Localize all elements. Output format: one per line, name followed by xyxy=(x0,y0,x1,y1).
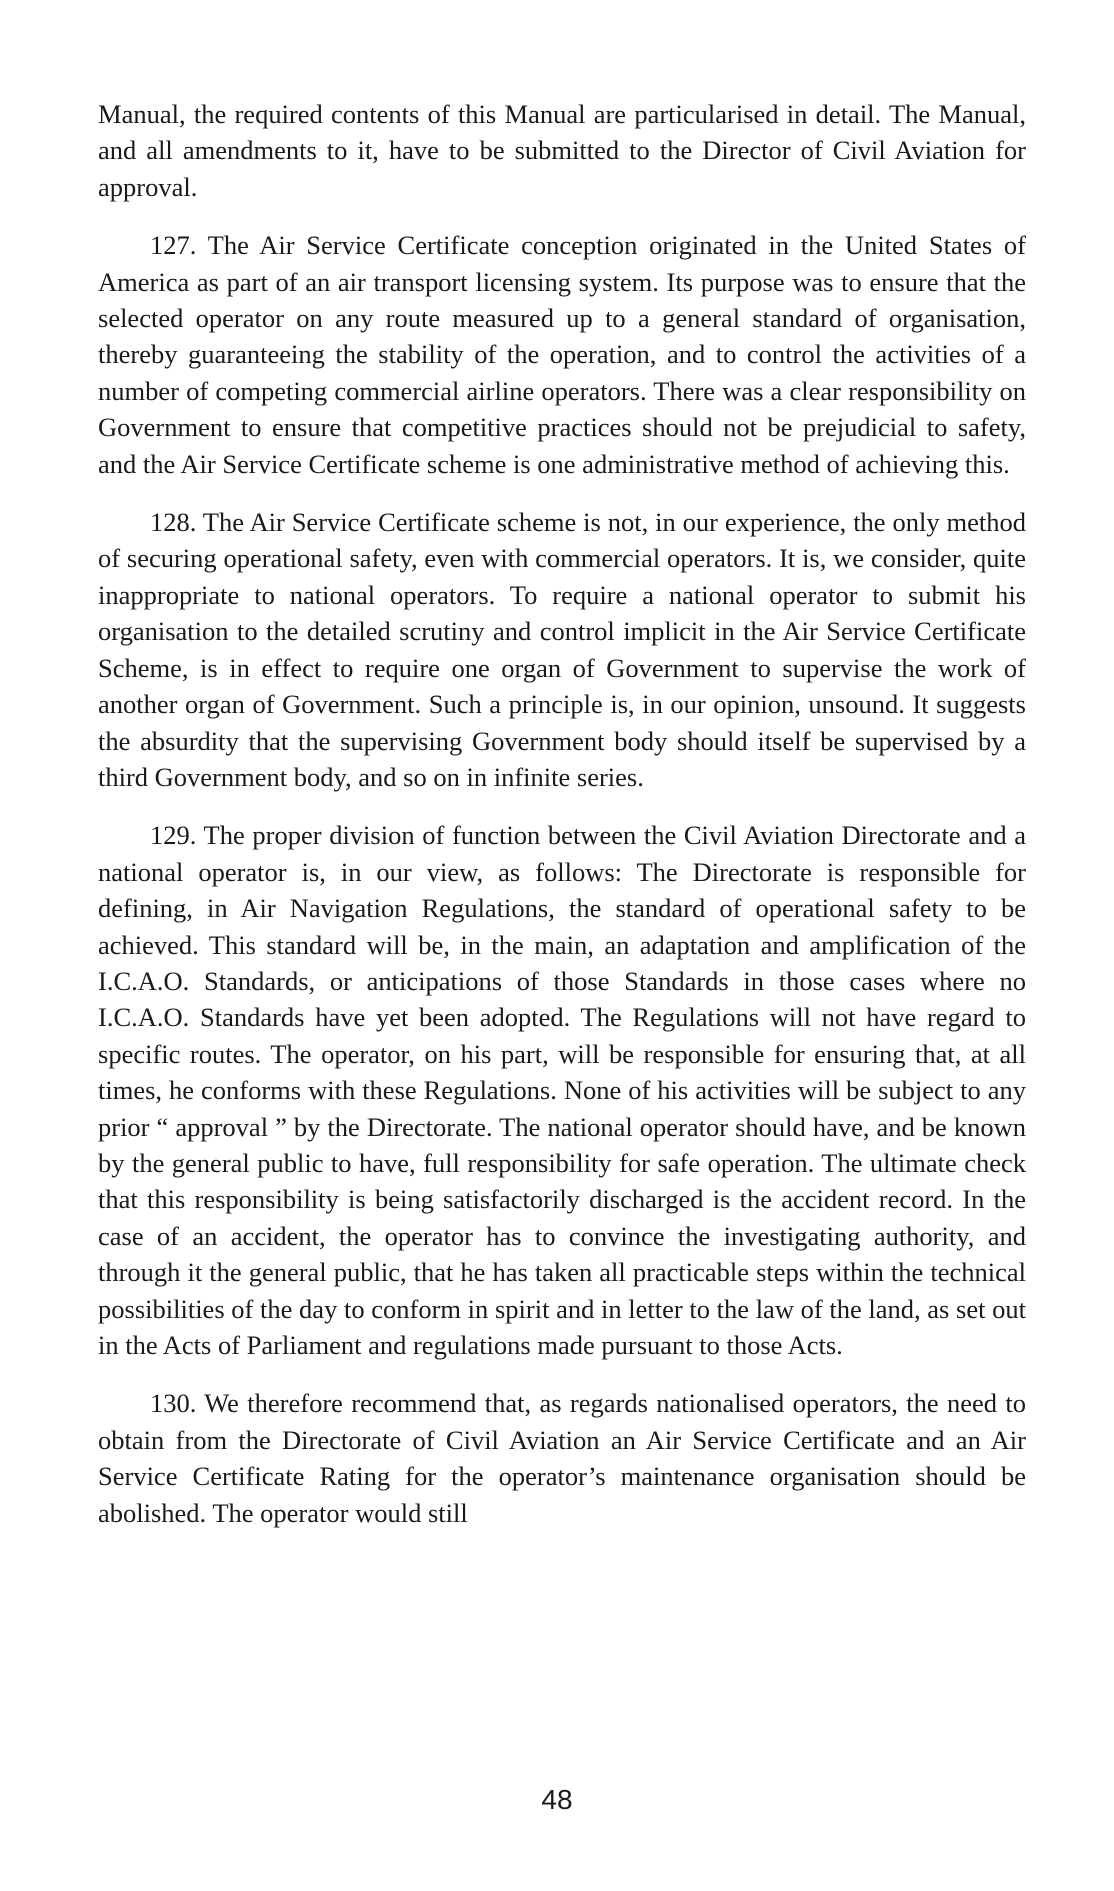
page-number: 48 xyxy=(541,1784,573,1815)
document-body xyxy=(98,96,1026,1553)
paragraph-128: 128. The Air Service Certificate scheme is not, in our experience, the only method of securing operational safety, even with commercial operators. It is, we consider, quite inappropriate to national operators. To require a national operator to submit his organisation to the detailed scrutiny and control implicit in the Air Service Certificate Scheme, is in effect to require one organ of Government to supervise the work of another organ of Government. Such a principle is, in our opinion, unsound. It suggests the absurdity that the supervising Government body should itself be supervised by a third Government body, and so on in infinite series. xyxy=(98,507,1026,792)
paragraph-130: 130. We therefore recommend that, as regards nationalised operators, the need to obtain from the Directorate of Civil Aviation an Air Service Certificate and an Air Service Certificate Rating for the operator’s maintenance organisation should be abolished. The operator would still xyxy=(98,1388,1026,1528)
paragraph-129: 129. The proper division of function between the Civil Aviation Directorate and a national operator is, in our view, as follows: The Directorate is responsible for defining, in Air Navigation Regulations, the standard of operational safety to be achieved. This standard will be, in the main, an adaptation and amplification of the I.C.A.O. Standards, or anticipations of those Standards in those cases where no I.C.A.O. Standards have yet been adopted. The Regulations will not have regard to specific routes. The operator, on his part, will be responsible for ensuring that, at all times, he conforms with these Regulations. None of his activities will be subject to any prior “ approval ” by the Directorate. The national operator should have, and be known by the general public to have, full responsibility for safe operation. The ultimate check that this responsibility is being satisfactorily discharged is the accident record. In the case of an accident, the operator has to convince the investigating authority, and through it the general public, that he has taken all practicable steps within the technical possibilities of the day to conform in spirit and in letter to the law of the land, as set out in the Acts of Parliament and regulations made pursuant to those Acts. xyxy=(98,820,1026,1360)
paragraph-127: 127. The Air Service Certificate conception originated in the United States of America as part of an air transport licensing system. Its purpose was to ensure that the selected operator on any route measured up to a general standard of organisation, thereby guaranteeing the stability of the operation, and to control the activities of a number of competing commercial airline operators. There was a clear responsibility on Government to ensure that competitive practices should not be prejudicial to safety, and the Air Service Certificate scheme is one administrative method of achieving this. xyxy=(98,230,1026,479)
paragraph-continued: Manual, the required contents of this Manual are particularised in detail. The Manual, and all amendments to it, have to be submitted to the Director of Civil Aviation for approval. xyxy=(98,99,1026,202)
